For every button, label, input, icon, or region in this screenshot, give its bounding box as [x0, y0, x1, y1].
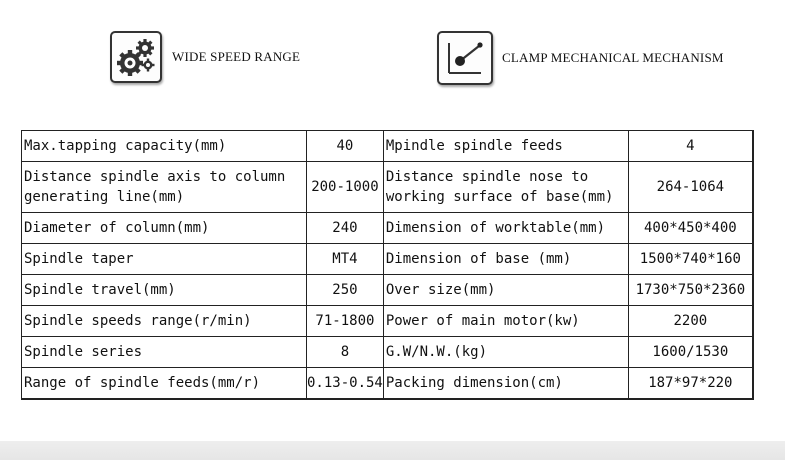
spec-label: Mpindle spindle feeds	[383, 131, 628, 162]
spec-label: Max.tapping capacity(mm)	[22, 131, 307, 162]
spec-label-line: working surface of base(mm)	[385, 189, 614, 205]
spec-value: MT4	[307, 244, 384, 275]
table-row	[22, 368, 753, 399]
table-row	[22, 213, 753, 244]
feature-label: WIDE SPEED RANGE	[172, 49, 301, 64]
specification-table	[21, 130, 754, 400]
feature-wide-speed-range	[110, 31, 300, 83]
spec-value: 250	[307, 275, 384, 306]
spec-label: Dimension of worktable(mm)	[383, 213, 628, 244]
table-row	[22, 162, 753, 213]
spec-value: 264-1064	[628, 162, 753, 213]
spec-value: 40	[307, 131, 384, 162]
spec-value: 2200	[628, 306, 753, 337]
spec-label: Over size(mm)	[383, 275, 628, 306]
clamp-lever-icon	[437, 31, 493, 85]
spec-label: G.W/N.W.(kg)	[383, 337, 628, 368]
spec-value: 200-1000	[307, 162, 384, 213]
spec-value: 400*450*400	[628, 213, 753, 244]
spec-label: Diameter of column(mm)	[22, 213, 307, 244]
spec-value: 1500*740*160	[628, 244, 753, 275]
feature-label: CLAMP MECHANICAL MECHANISM	[502, 50, 724, 65]
footer-band	[0, 441, 785, 460]
spec-label-line: Distance spindle nose to	[385, 169, 589, 185]
spec-value: 8	[307, 337, 384, 368]
spec-value: 71-1800	[307, 306, 384, 337]
spec-value: 0.13-0.54	[307, 368, 384, 399]
table-row	[22, 306, 753, 337]
spec-label: Spindle speeds range(r/min)	[22, 306, 307, 337]
feature-clamp-mechanism	[437, 31, 724, 85]
spec-label-line: generating line(mm)	[24, 189, 185, 205]
spec-label: Range of spindle feeds(mm/r)	[22, 368, 307, 399]
spec-label: Spindle travel(mm)	[22, 275, 307, 306]
spec-value: 4	[628, 131, 753, 162]
table-row	[22, 244, 753, 275]
spec-label	[383, 162, 628, 213]
table-row	[22, 337, 753, 368]
spec-label: Dimension of base (mm)	[383, 244, 628, 275]
spec-label-line: Distance spindle axis to column	[24, 169, 286, 185]
spec-label: Spindle series	[22, 337, 307, 368]
spec-label: Packing dimension(cm)	[383, 368, 628, 399]
spec-label: Power of main motor(kw)	[383, 306, 628, 337]
spec-label: Spindle taper	[22, 244, 307, 275]
spec-label	[22, 162, 307, 213]
spec-value: 187*97*220	[628, 368, 753, 399]
spec-value: 1730*750*2360	[628, 275, 753, 306]
gears-icon	[110, 31, 162, 83]
table-row	[22, 275, 753, 306]
table-row	[22, 131, 753, 162]
spec-value: 1600/1530	[628, 337, 753, 368]
spec-value: 240	[307, 213, 384, 244]
